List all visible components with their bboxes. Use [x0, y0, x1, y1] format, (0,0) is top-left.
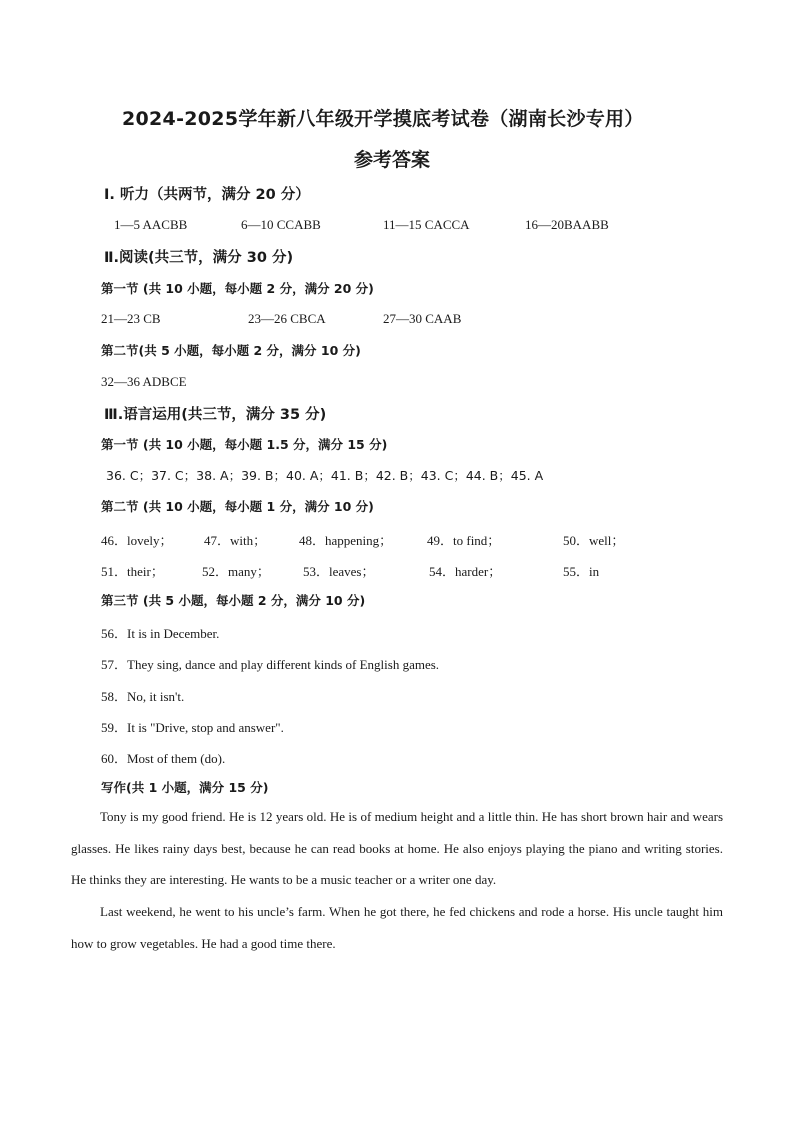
language-part3-answer-60: 60．Most of them (do). [101, 751, 226, 766]
language-part2-answer-52: 52．many； [202, 564, 270, 579]
writing-heading: 写作(共 1 小题，满分 15 分) [101, 780, 269, 795]
reading-part1-answer-1: 21—23 CB [101, 311, 161, 326]
language-part2-answer-51: 51．their； [101, 564, 164, 579]
language-part2-answer-46: 46．lovely； [101, 533, 173, 548]
listening-heading: Ⅰ. 听力（共两节，满分 20 分） [104, 187, 310, 203]
reading-part1-answer-3: 27—30 CAAB [383, 311, 462, 326]
listening-answer-4: 16—20BAABB [525, 217, 609, 232]
language-part3-answer-56: 56．It is in December. [101, 626, 220, 641]
listening-answer-1: 1—5 AACBB [114, 217, 188, 232]
language-heading: Ⅲ.语言运用(共三节，满分 35 分) [104, 407, 327, 423]
writing-paragraph-2: Last weekend, he went to his uncle’s farm. When he got there, he fed chickens and rode a horse. His uncle taught him how to grow vegetables. He had a good time there. [71, 904, 723, 951]
reading-part1-heading: 第一节 (共 10 小题，每小题 2 分，满分 20 分) [101, 281, 374, 296]
reading-part2-answer: 32—36 ADBCE [101, 374, 187, 389]
reading-part2-heading: 第二节(共 5 小题，每小题 2 分，满分 10 分) [101, 343, 361, 358]
language-part3-answer-57: 57．They sing, dance and play different kinds of English games. [101, 657, 440, 672]
language-part2-heading: 第二节 (共 10 小题，每小题 1 分，满分 10 分) [101, 499, 374, 514]
language-part2-answer-53: 53．leaves； [303, 564, 375, 579]
language-part3-answer-58: 58．No, it isn't. [101, 689, 185, 704]
page-subtitle: 参考答案 [354, 149, 431, 171]
language-part1-heading: 第一节 (共 10 小题，每小题 1.5 分，满分 15 分) [101, 437, 388, 452]
listening-answer-2: 6—10 CCABB [241, 217, 321, 232]
language-part2-answer-55: 55．in [563, 564, 600, 579]
language-part2-answer-50: 50．well； [563, 533, 625, 548]
language-part3-heading: 第三节 (共 5 小题，每小题 2 分，满分 10 分) [101, 593, 366, 608]
listening-answer-3: 11—15 CACCA [383, 217, 470, 232]
language-part1-answers: 36. C；37. C；38. A；39. B；40. A；41. B；42. B；43. C；44. B；45. A [106, 468, 544, 483]
language-part2-answer-54: 54．harder； [429, 564, 502, 579]
reading-part1-answer-2: 23—26 CBCA [248, 311, 326, 326]
reading-heading: Ⅱ.阅读(共三节，满分 30 分) [104, 250, 294, 266]
language-part3-answer-59: 59．It is "Drive, stop and answer". [101, 720, 284, 735]
language-part2-answer-48: 48．happening； [299, 533, 393, 548]
language-part2-answer-49: 49．to find； [427, 533, 501, 548]
writing-paragraph-1: Tony is my good friend. He is 12 years old. He is of medium height and a little thin. He has short brown hair and wears glasses. He likes rainy days best, because he can read books at home. He also enjoys playing the piano and writing stories. He thinks they are interesting. He wants to be a music teacher or a writer one day. [71, 809, 723, 887]
page-title: 2024-2025学年新八年级开学摸底考试卷（湖南长沙专用） [122, 108, 644, 130]
language-part2-answer-47: 47．with； [204, 533, 267, 548]
